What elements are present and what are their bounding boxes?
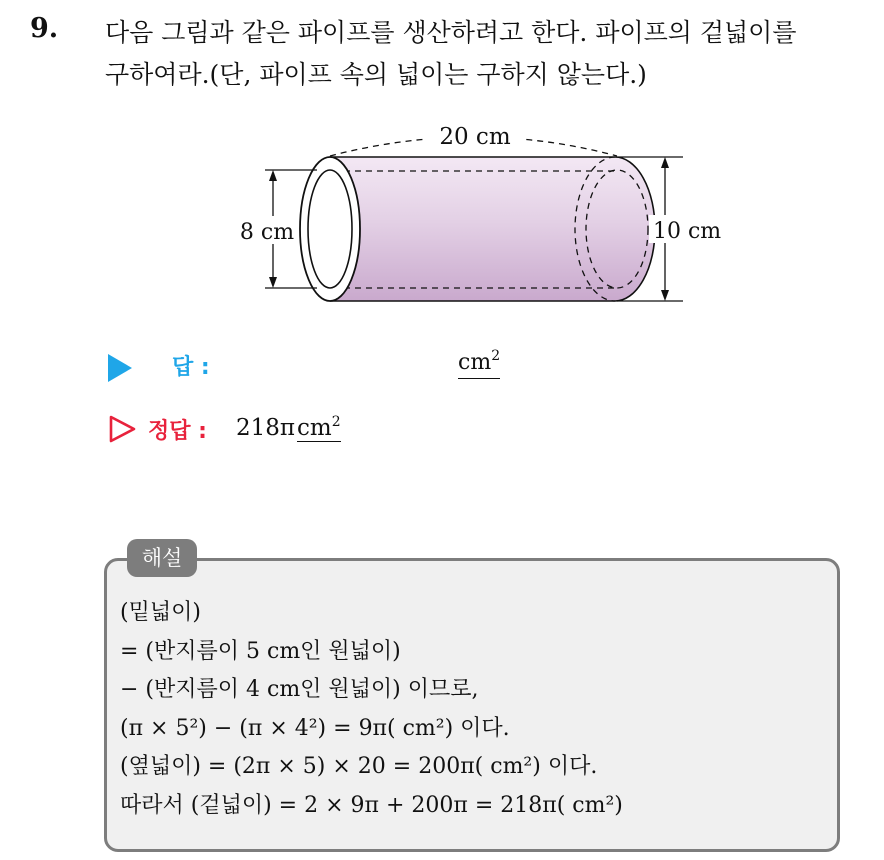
- pipe-body: [330, 157, 655, 301]
- answer-label: 답 :: [172, 355, 210, 380]
- play-arrow-icon: [108, 354, 132, 382]
- question-number: 9.: [30, 13, 59, 44]
- explanation-line: = (반지름이 5 cm인 원넓이): [120, 638, 401, 664]
- explanation-lines: [120, 594, 623, 825]
- explanation-line: 따라서 (겉넓이) = 2 × 9π + 200π = 218π( cm²): [120, 792, 623, 818]
- answer-unit: $cm^2$: [458, 348, 500, 379]
- correct-answer-row: [108, 412, 608, 452]
- explanation-tag: 해설: [127, 539, 197, 577]
- question-text: [105, 12, 875, 96]
- explanation-line: (밑넓이): [120, 600, 201, 625]
- explanation-line: (옆넓이) = (2π × 5) × 20 = 200π( cm²) 이다.: [120, 754, 598, 779]
- question-text-line-1: 다음 그림과 같은 파이프를 생산하려고 한다. 파이프의 겉넓이를: [105, 18, 797, 47]
- correct-answer-label: 정답 :: [148, 419, 207, 444]
- pipe-figure: [225, 112, 745, 317]
- outline-triangle-icon: [108, 414, 138, 444]
- correct-answer-value: 218πcm$^2$: [236, 414, 341, 441]
- answer-row: [108, 348, 608, 388]
- explanation-line: (π × 5²) − (π × 4²) = 9π( cm²) 이다.: [120, 715, 510, 741]
- pipe-left-inner: [308, 170, 352, 288]
- explanation-line: − (반지름이 4 cm인 원넓이) 이므로,: [120, 677, 479, 702]
- question-text-line-2: 구하여라.(단, 파이프 속의 넓이는 구하지 않는다.): [105, 60, 647, 89]
- outer-diameter-label: 10 cm: [653, 219, 722, 244]
- length-label: 20 cm: [439, 124, 511, 150]
- inner-diameter-label: 8 cm: [239, 220, 295, 245]
